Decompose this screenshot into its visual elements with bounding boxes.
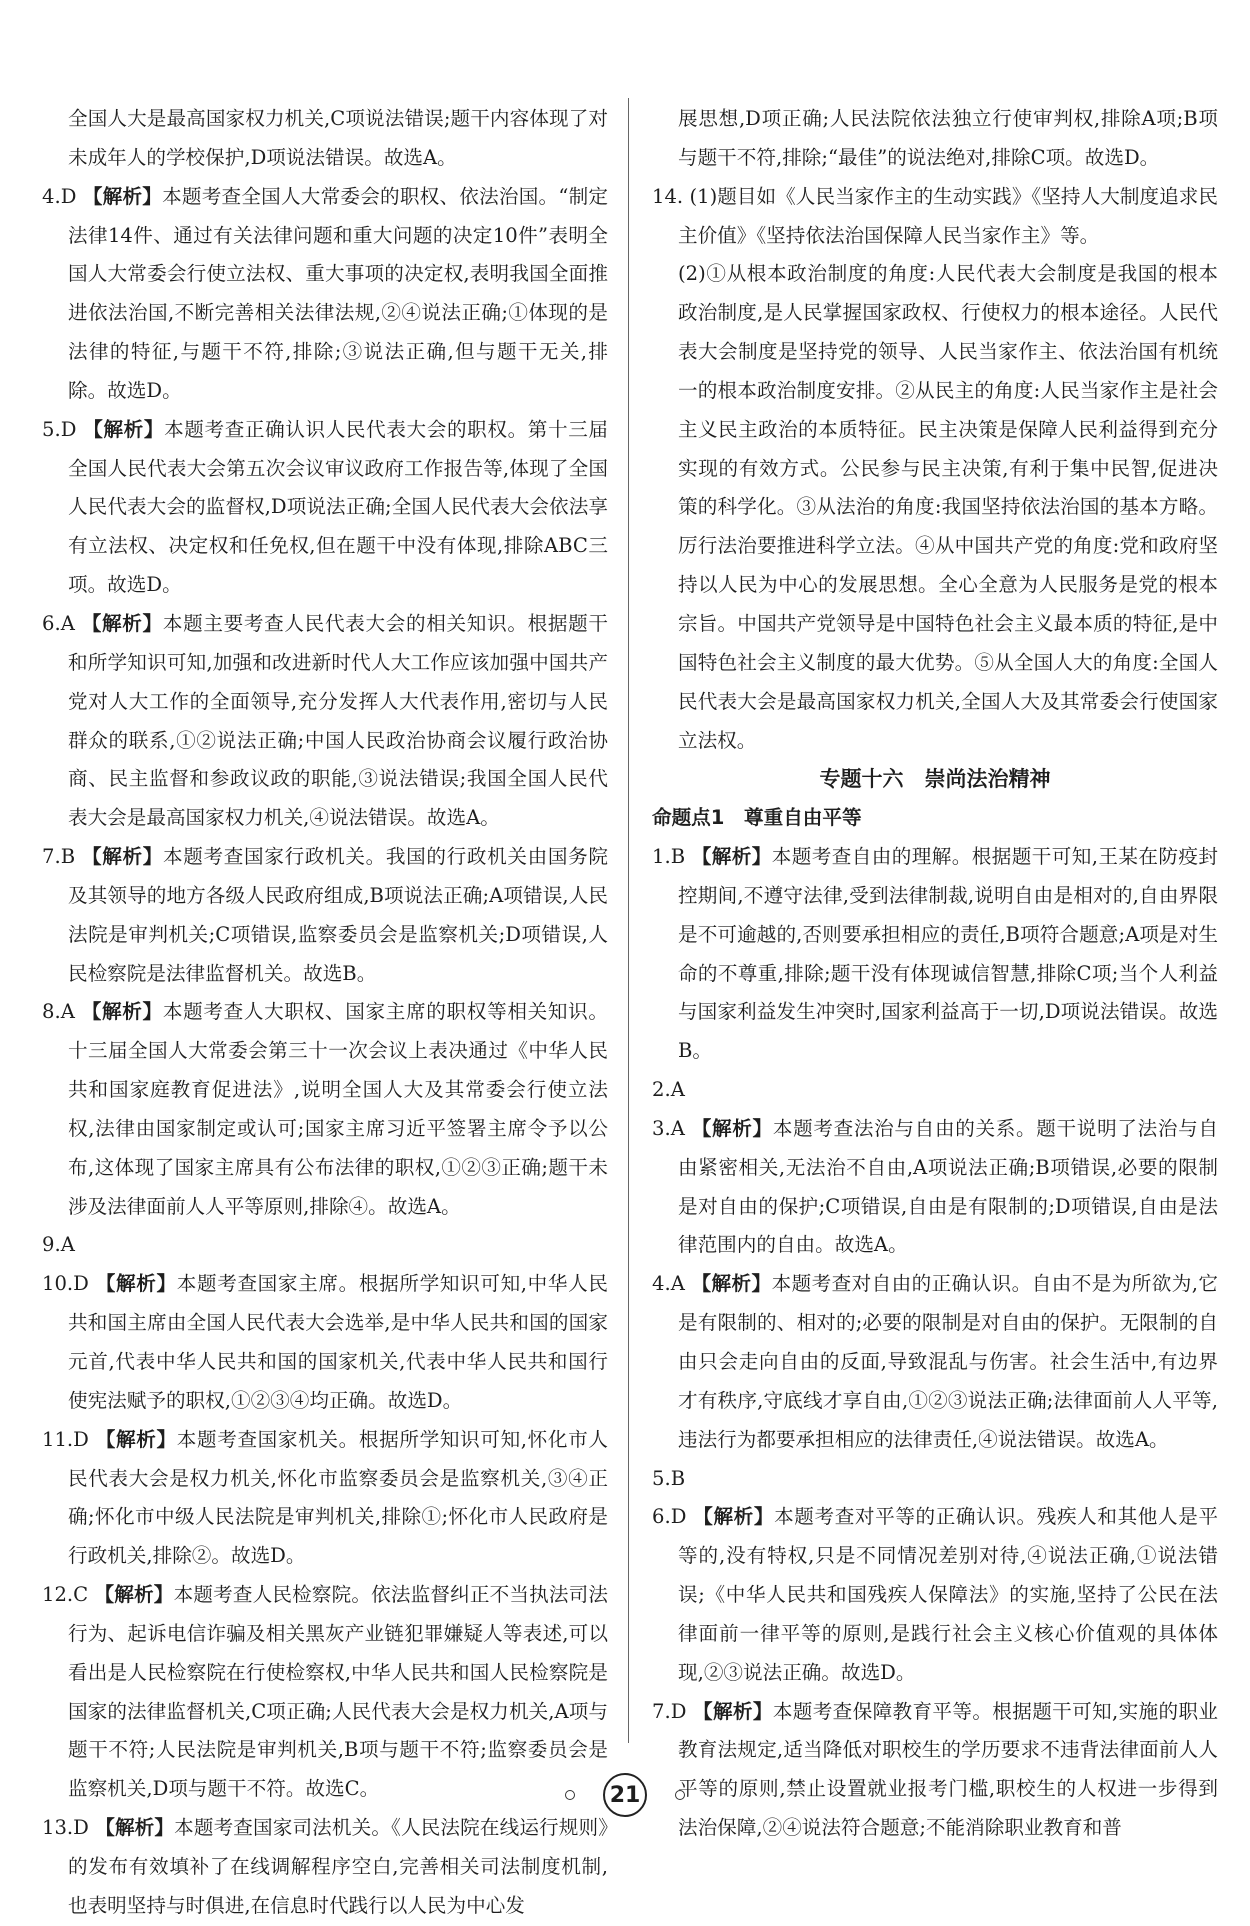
- answer-item: [652, 178, 1218, 256]
- analysis-tag: 【解析】: [693, 1505, 775, 1529]
- subsection-title: 命题点1 尊重自由平等: [652, 806, 862, 830]
- answer-item: [42, 838, 608, 993]
- answer-item: [652, 1498, 1218, 1692]
- answer-text: 全国人大是最高国家权力机关,C项说法错误;题干内容体现了对未成年人的学校保护,D项说法错误。故选A。: [68, 107, 608, 169]
- answer-item: [42, 1265, 608, 1420]
- analysis-tag: 【解析】: [83, 417, 165, 441]
- answer-item: [652, 1110, 1218, 1265]
- column-divider: [628, 98, 629, 1743]
- answer-item: [42, 100, 608, 178]
- answer-item: [652, 1460, 1218, 1499]
- section-title: 专题十六 崇尚法治精神: [819, 767, 1051, 792]
- answer-number: 5.D: [42, 417, 77, 441]
- page-footer: [0, 1773, 1250, 1817]
- answer-text: 本题考查保障教育平等。根据题干可知,实施的职业教育法规定,适当降低对职校生的学历要求不违背法律面前人人平等的原则,禁止设置就业报考门槛,职校生的人权进一步得到法治保障,②④说法符合题意;不能消除职业教育和普: [678, 1699, 1218, 1840]
- analysis-tag: 【解析】: [693, 1699, 773, 1723]
- analysis-tag: 【解析】: [82, 184, 163, 208]
- answer-text: 本题考查人民检察院。依法监督纠正不当执法司法行为、起诉电信诈骗及相关黑灰产业链犯罪嫌疑人等表述,可以看出是人民检察院在行使检察权,中华人民共和国人民检察院是国家的法律监督机关,C项正确;人民代表大会是权力机关,A项与题干不符;人民法院是审判机关,B项与题干不符;监察委员会是监察机关,D项与题干不符。故选C。: [68, 1583, 609, 1801]
- answer-number: 6.A: [42, 611, 75, 635]
- answer-text: (2)①从根本政治制度的角度:人民代表大会制度是我国的根本政治制度,是人民掌握国家政权、行使权力的根本途径。人民代表大会制度是坚持党的领导、人民当家作主、依法治国有机统一的根本政治制度安排。②从民主的角度:人民当家作主是社会主义民主政治的本质特征。民主决策是保障人民利益得到充分实现的有效方式。公民参与民主决策,有利于集中民智,促进决策的科学化。③从法治的角度:我国坚持依法治国的基本方略。厉行法治要推进科学立法。④从中国共产党的角度:党和政府坚持以人民为中心的发展思想。全心全意为人民服务是党的根本宗旨。中国共产党领导是中国特色社会主义最本质的特征,是中国特色社会主义制度的最大优势。⑤从全国人大的角度:全国人民代表大会是最高国家权力机关,全国人大及其常委会行使国家立法权。: [678, 262, 1218, 752]
- answer-item: [652, 1693, 1218, 1848]
- answer-text: 本题考查人大职权、国家主席的职权等相关知识。十三届全国人大常委会第三十一次会议上表决通过《中华人民共和国家庭教育促进法》,说明全国人大及其常委会行使立法权,法律由国家制定或认可;国家主席习近平签署主席令予以公布,这体现了国家主席具有公布法律的职权,①②③正确;题干未涉及法律面前人人平等原则,排除④。故选A。: [68, 1000, 608, 1218]
- analysis-tag: 【解析】: [81, 611, 163, 635]
- answer-number: 10.D: [42, 1272, 89, 1296]
- answer-number: 2.A: [652, 1078, 685, 1102]
- left-column: [42, 100, 608, 1926]
- answer-item: [42, 411, 608, 605]
- answer-number: 12.C: [42, 1583, 89, 1607]
- answer-item: [42, 1809, 608, 1926]
- right-column: [652, 100, 1218, 1848]
- answer-number: 3.A: [652, 1116, 685, 1140]
- answer-text: 本题考查自由的理解。根据题干可知,王某在防疫封控期间,不遵守法律,受到法律制裁,说明自由是相对的,自由界限是不可逾越的,否则要承担相应的责任,B项符合题意;A项是对生命的不尊重,排除;题干没有体现诚信智慧,排除C项;当个人利益与国家利益发生冲突时,国家利益高于一切,D项说法错误。故选B。: [678, 845, 1219, 1063]
- answer-number: 1.B: [652, 845, 686, 869]
- answer-item: [42, 605, 608, 838]
- answer-item: [652, 255, 1218, 760]
- answer-number: 6.D: [652, 1505, 687, 1529]
- answer-text: 本题主要考查人民代表大会的相关知识。根据题干和所学知识可知,加强和改进新时代人大工作应该加强中国共产党对人大工作的全面领导,充分发挥人大代表作用,密切与人民群众的联系,①②说法正确;中国人民政治协商会议履行政治协商、民主监督和参政议政的职能,③说法错误;我国全国人民代表大会是最高国家权力机关,④说法错误。故选A。: [68, 611, 608, 830]
- answer-number: 14.: [652, 184, 684, 208]
- answer-item: [42, 993, 608, 1226]
- answer-text: 本题考查对自由的正确认识。自由不是为所欲为,它是有限制的、相对的;必要的限制是对自由的保护。无限制的自由只会走向自由的反面,导致混乱与伤害。社会生活中,有边界才有秩序,守底线才享自由,①②③说法正确;法律面前人人平等,违法行为都要承担相应的法律责任,④说法错误。故选A。: [678, 1272, 1219, 1451]
- analysis-tag: 【解析】: [94, 1583, 174, 1607]
- analysis-tag: 【解析】: [691, 1116, 773, 1140]
- answer-item: [42, 1421, 608, 1576]
- answer-number: 4.D: [42, 184, 77, 208]
- answer-text: 本题考查全国人大常委会的职权、依法治国。“制定法律14件、通过有关法律问题和重大问题的决定10件”表明全国人大常委会行使立法权、重大事项的决定权,表明我国全面推进依法治国,不断完善相关法律法规,②④说法正确;①体现的是法律的特征,与题干不符,排除;③说法正确,但与题干无关,排除。故选D。: [68, 184, 608, 402]
- answer-text: (1)题目如《人民当家作主的生动实践》《坚持人大制度追求民主价值》《坚持依法治国保障人民当家作主》等。: [678, 184, 1218, 247]
- analysis-tag: 【解析】: [691, 1272, 772, 1296]
- answer-number: 7.B: [42, 845, 76, 869]
- answer-number: 4.A: [652, 1272, 685, 1296]
- answer-number: 11.D: [42, 1427, 89, 1451]
- answer-number: 13.D: [42, 1816, 89, 1840]
- answer-text: 本题考查国家行政机关。我国的行政机关由国务院及其领导的地方各级人民政府组成,B项说法正确;A项错误,人民法院是审判机关;C项错误,监察委员会是监察机关;D项错误,人民检察院是法律监督机关。故选B。: [68, 845, 609, 985]
- answer-number: 7.D: [652, 1699, 687, 1723]
- answer-item: [652, 838, 1218, 1071]
- answer-number: 9.A: [42, 1233, 75, 1257]
- answer-text: 本题考查对平等的正确认识。残疾人和其他人是平等的,没有特权,只是不同情况差别对待,④说法正确,①说法错误;《中华人民共和国残疾人保障法》的实施,坚持了公民在法律面前一律平等的原则,是践行社会主义核心价值观的具体体现,②③说法正确。故选D。: [678, 1505, 1218, 1684]
- answer-text: 本题考查国家机关。根据所学知识可知,怀化市人民代表大会是权力机关,怀化市监察委员会是监察机关,③④正确;怀化市中级人民法院是审判机关,排除①;怀化市人民政府是行政机关,排除②。故选D。: [68, 1427, 608, 1568]
- answer-text: 本题考查国家主席。根据所学知识可知,中华人民共和国主席由全国人民代表大会选举,是中华人民共和国的国家元首,代表中华人民共和国的国家机关,代表中华人民共和国行使宪法赋予的职权,①②③④均正确。故选D。: [68, 1272, 608, 1412]
- answer-text: 展思想,D项正确;人民法院依法独立行使审判权,排除A项;B项与题干不符,排除;“最佳”的说法绝对,排除C项。故选D。: [678, 107, 1218, 169]
- page-number: 21: [603, 1773, 647, 1817]
- answer-text: 本题考查正确认识人民代表大会的职权。第十三届全国人民代表大会第五次会议审议政府工作报告等,体现了全国人民代表大会的监督权,D项说法正确;全国人民代表大会依法享有立法权、决定权和任免权,但在题干中没有体现,排除ABC三项。故选D。: [68, 417, 608, 597]
- answer-number: 5.B: [652, 1466, 686, 1490]
- answer-item: [652, 1071, 1218, 1110]
- answer-text: 本题考查法治与自由的关系。题干说明了法治与自由紧密相关,无法治不自由,A项说法正确;B项错误,必要的限制是对自由的保护;C项错误,自由是有限制的;D项错误,自由是法律范围内的自由。故选A。: [678, 1116, 1218, 1257]
- answer-item: [42, 1226, 608, 1265]
- analysis-tag: 【解析】: [82, 845, 164, 869]
- analysis-tag: 【解析】: [95, 1272, 177, 1296]
- answer-number: 8.A: [42, 1000, 75, 1024]
- analysis-tag: 【解析】: [691, 845, 772, 869]
- answer-text: 本题考查国家司法机关。《人民法院在线运行规则》的发布有效填补了在线调解程序空白,完善相关司法制度机制,也表明坚持与时俱进,在信息时代践行以人民为中心发: [68, 1816, 608, 1917]
- footer-dot-right: [675, 1790, 685, 1800]
- answer-item: [652, 100, 1218, 178]
- footer-dot-left: [565, 1790, 575, 1800]
- answer-item: [652, 1265, 1218, 1459]
- analysis-tag: 【解析】: [81, 1000, 163, 1024]
- analysis-tag: 【解析】: [95, 1816, 175, 1840]
- answer-item: [42, 178, 608, 411]
- analysis-tag: 【解析】: [95, 1427, 177, 1451]
